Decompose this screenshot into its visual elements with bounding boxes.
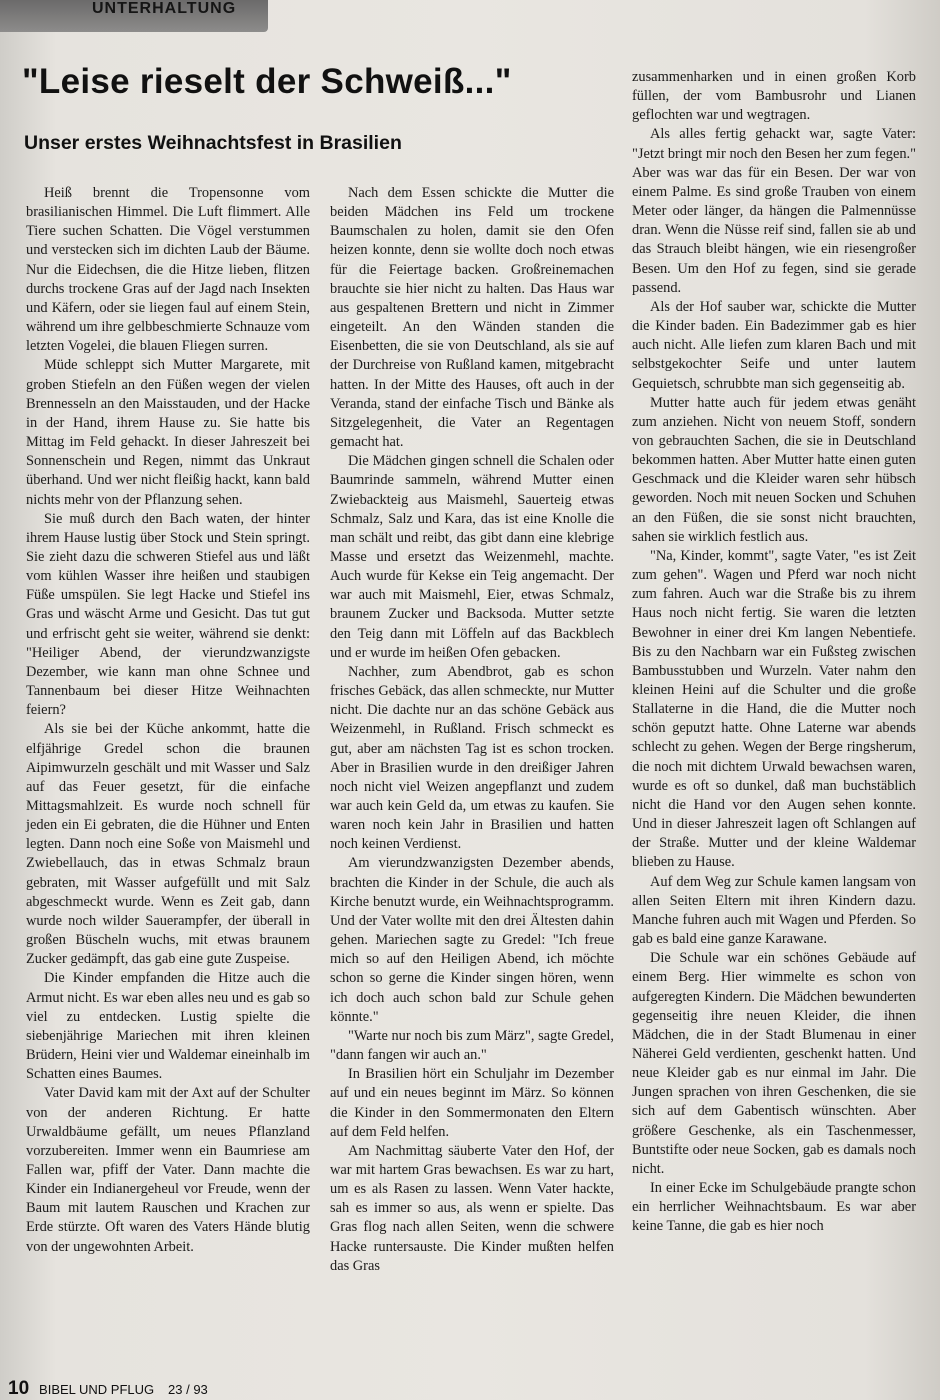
paragraph: Sie muß durch den Bach waten, der hinter ihrem Hause lustig über Stock und Stein springt. Sie zieht dazu die schweren Stiefel aus und läßt vom kühlen Wasser ihre heißen und staubigen Füße umspülen. Sie legt Hacke und Stiefel ins Gras und wäscht Arme und Gesicht. Das tut gut und erfrischt geht sie weiter, während sie denkt: "Heiliger Abend, der vierundzwanzigste Dezember, wie kann man ohne Schnee und Tannenbaum bei dieser Hitze Weihnachten feiern? bbox=[26, 510, 310, 719]
paragraph: "Warte nur noch bis zum März", sagte Gredel, "dann fangen wir auch an." bbox=[330, 1027, 614, 1064]
page-number: 10 bbox=[8, 1378, 30, 1399]
paragraph: Mutter hatte auch für jedem etwas genäht zum anziehen. Nicht von neuem Stoff, sondern von gebrauchten Sachen, die sie in Deutschland bekommen hatten. Aber Mutter hatte einen guten Geschmack und die Kleider waren sehr hübsch geworden. Noch mit neuen Socken und Schuhen an den Füßen, die sie sonst nicht brauchten, sahen sie wirklich festlich aus. bbox=[632, 394, 916, 545]
page-footer bbox=[8, 1378, 208, 1400]
paragraph: Nachher, zum Abendbrot, gab es schon frisches Gebäck, das allen schmeckte, nur Mutter nicht. Die dachte nur an das schöne Gebäck aus Weizenmehl, in Rußland. Frisch schmeckt es gut, aber am nächsten Tag ist es schon trocken. Aber in Brasilien wurde in den dreißiger Jahren noch nicht viel Weizen angepflanzt und zudem war auch kein Geld da, um etwas zu kaufen. Sie waren noch kein Jahr in Brasilien und hatten noch keinen Verdienst. bbox=[330, 663, 614, 853]
text-column-3 bbox=[632, 68, 916, 1237]
paragraph: Müde schleppt sich Mutter Margarete, mit groben Stiefeln an den Füßen wegen der vielen Brennesseln an den Maisstauden, und der Hacke in der Hand, ihrem Hause zu. Sie hatte bis Mittag im Feld gehackt. In dieser Jahreszeit bei Sonnenschein und Regen, nimmt das Unkraut überhand. Und wer nicht fleißig hackt, kann bald nichts mehr von der Pflanzung sehen. bbox=[26, 357, 310, 508]
paragraph: In Brasilien hört ein Schuljahr im Dezember auf und ein neues beginnt im März. So können die Kinder in den Sommermonaten den Eltern auf dem Feld helfen. bbox=[330, 1066, 614, 1140]
magazine-name: BIBEL UND PFLUG bbox=[39, 1382, 155, 1397]
paragraph: "Na, Kinder, kommt", sagte Vater, "es ist Zeit zum gehen". Wagen und Pferd war noch nicht zum fahren. Auch war die Straße bis zu ihrem Haus noch nicht fertig. Sie waren die letzten Bewohner in einer drei Km langen Nebentiefe. Bis zu den Nachbarn war ein Fußsteg zwischen Bambusstubben und Wurzeln. Vater nahm den kleinen Heini auf die Schulter und die große Stallaterne in die Hand, die die Mutter noch schön geputzt hatte. Ohne Laterne war abends schlecht zu gehen. Wegen der Berge ringsherum, die noch mit dichtem Urwald bewachsen waren, wurde es oft so dunkel, daß man buchstäblich nicht die Hand vor den Augen sehen konnte. Und in dieser Jahreszeit lagen oft Schlangen auf der Straße. Mutter und der kleine Waldemar blieben zu Hause. bbox=[632, 547, 916, 871]
article-headline: "Leise rieselt der Schweiß..." bbox=[22, 62, 512, 101]
paragraph: Auf dem Weg zur Schule kamen langsam von allen Seiten Eltern mit ihren Kindern dazu. Manche fuhren auch mit Wagen und Pferden. So gab es bald eine ganze Karawane. bbox=[632, 873, 916, 948]
paragraph: Nach dem Essen schickte die Mutter die beiden Mädchen ins Feld um trockene Baumschalen zu holen, damit sie den Ofen heizen konnte, denn sie wollte doch noch etwas für die Feiertage backen. Großreinemachen brauchte sie hier nicht zu halten. Das Haus war aus gespaltenen Brettern und nicht in Zimmer eingeteilt. An den Wänden standen die Eisenbetten, die sie von Deutschland, als sie auf der Durchreise von Rußland kamen, mitgebracht hatten. In der Mitte des Hauses, oft auch in der Veranda, stand der einfache Tisch und Bänke als Sitzgelegenheit, die Vater an Regentagen gemacht hat. bbox=[330, 185, 614, 451]
paragraph: Am vierundzwanzigsten Dezember abends, brachten die Kinder in der Schule, die auch als Kirche benutzt wurde, ein Weihnachtsprogramm. Und der Vater wollte mit den drei Ältesten dahin gehen. Mariechen sagte zu Gredel: "Ich freue mich so auf den Heiligen Abend, ich möchte schon so gerne die Kinder singen hören, wenn ich doch auch schon bald zur Schule gehen könnte." bbox=[330, 855, 614, 1025]
paragraph: Heiß brennt die Tropensonne vom brasilianischen Himmel. Die Luft flimmert. Alle Tiere suchen Schatten. Die Vögel verstummen und verstecken sich im dichten Laub der Bäume. Nur die Eidechsen, die die Hitze lieben, flitzen durchs trockene Gras auf der Jagd nach Insekten und Käfern, oder sie liegen faul auf einem Stein, während um ihre gelbbeschmierte Schnauze vom letzten Vogelei, die blauen Fliegen surren. bbox=[26, 185, 310, 355]
paragraph: Am Nachmittag säuberte Vater den Hof, der war mit hartem Gras bewachsen. Es war zu hart, um es als Rasen zu lassen. Wenn Vater hackte, sah es immer so aus, als wenn er spielte. Das Gras flog nach allen Seiten, wenn die schwere Hacke runtersauste. Die Kinder mußten helfen das Gras bbox=[330, 1142, 614, 1274]
paragraph: In einer Ecke im Schulgebäude prangte schon ein herrlicher Weihnachtsbaum. Es war aber keine Tanne, die gab es hier noch bbox=[632, 1180, 916, 1235]
paragraph: Vater David kam mit der Axt auf der Schulter von der anderen Richtung. Er hatte Urwaldbäume gefällt, um neues Pflanzland vorzubereiten. Immer wenn ein Baumriese am Fallen war, pfiff der Vater. Dann machte die Kinder ein Indianergeheul vor Freude, wenn der Baum mit lautem Rauschen und Krachen zur Erde stürzte. Oft waren des Vaters Hände blutig von der ungewohnten Arbeit. bbox=[26, 1085, 310, 1255]
section-label: UNTERHALTUNG bbox=[92, 0, 237, 17]
text-column-1 bbox=[26, 184, 310, 1257]
article-subheadline: Unser erstes Weihnachtsfest in Brasilien bbox=[24, 132, 402, 154]
paragraph: Die Schule war ein schönes Gebäude auf einem Berg. Hier wimmelte es schon von aufgeregten Kindern. Die Mädchen bewunderten gegenseitig ihre neuen Kleider, die ihnen Mädchen, die in der Stadt Blumenau in einer Näherei Geld verdienten, geschenkt hatten. Und neue Kleider gab es nur einmal im Jahr. Die Jungen sprachen von ihren Geschenken, die sie sich auf dem Gabentisch wünschten. Aber größere Geschenke, als ein Taschenmesser, Buntstifte oder neue Socken, gab es damals noch nicht. bbox=[632, 950, 916, 1177]
text-column-2 bbox=[330, 184, 614, 1276]
issue-number: 23 / 93 bbox=[168, 1382, 208, 1397]
paragraph: Die Mädchen gingen schnell die Schalen oder Baumrinde sammeln, während Mutter einen Zwiebackteig aus Maismehl, Sauerteig etwas Schmalz, Salz und Kara, das ist eine Knolle die man schält und reibt, das gibt dann eine klebrige Masse und ersetzt das Weizenmehl, machte. Auch wurde für Kekse ein Teig angemacht. Der war auch mit Maismehl, Eier, etwas Schmalz, braunem Zucker und Backsoda. Mutter setzte den Teig dann mit Löffeln auf das Backblech und er wurde im heißen Ofen gebacken. bbox=[330, 453, 614, 661]
paragraph: Als sie bei der Küche ankommt, hatte die elfjährige Gredel schon die braunen Aipimwurzeln geschält und mit Wasser und Salz auf das Feuer gesetzt, für die einfache Mittagsmahlzeit. Es wurde noch schnell für jeden ein Ei gebraten, die die Hühner und Enten legten. Dann noch eine Soße von Maismehl und Zwiebellauch, das in etwas Schmalz braun gebraten, mit Wasser aufgefüllt und mit Salz abgeschmeckt wurde. Wenn es Zeit gab, dann wurde noch wilder Sauerampfer, der überall in großen Büscheln wuchs, mit etwas braunem Zucker gedämpft, das gab eine gute Zuspeise. bbox=[26, 721, 310, 968]
paragraph: Die Kinder empfanden die Hitze auch die Armut nicht. Es war eben alles neu und es gab so viel zu entdecken. Lustig spielte die siebenjährige Mariechen mit ihren kleinen Brüdern, Heini vier und Waldemar eineinhalb im Schatten eines Baumes. bbox=[26, 970, 310, 1083]
paragraph: Als der Hof sauber war, schickte die Mutter die Kinder baden. Ein Badezimmer gab es hier auch nicht. Alle liefen zum klaren Bach und mit selbstgekochter Seife und unter lautem Gequietsch, schrubbte man sich gegenseitig ab. bbox=[632, 298, 916, 392]
paragraph: zusammenharken und in einen großen Korb füllen, der vom Bambusrohr und Lianen geflochten war und wegtragen. bbox=[632, 69, 916, 124]
paragraph: Als alles fertig gehackt war, sagte Vater: "Jetzt bringt mir noch den Besen her zum fegen." Aber was war das für ein Besen. Der war von einem Palme. Es sind große Trauben von einem Meter oder länger, da hängen die Palmennüsse dran. Wenn die Nüsse reif sind, fallen sie ab und das Strauch bleibt hängen, wie ein riesengroßer Besen. Um den Hof zu fegen, sind sie gerade passend. bbox=[632, 126, 916, 296]
